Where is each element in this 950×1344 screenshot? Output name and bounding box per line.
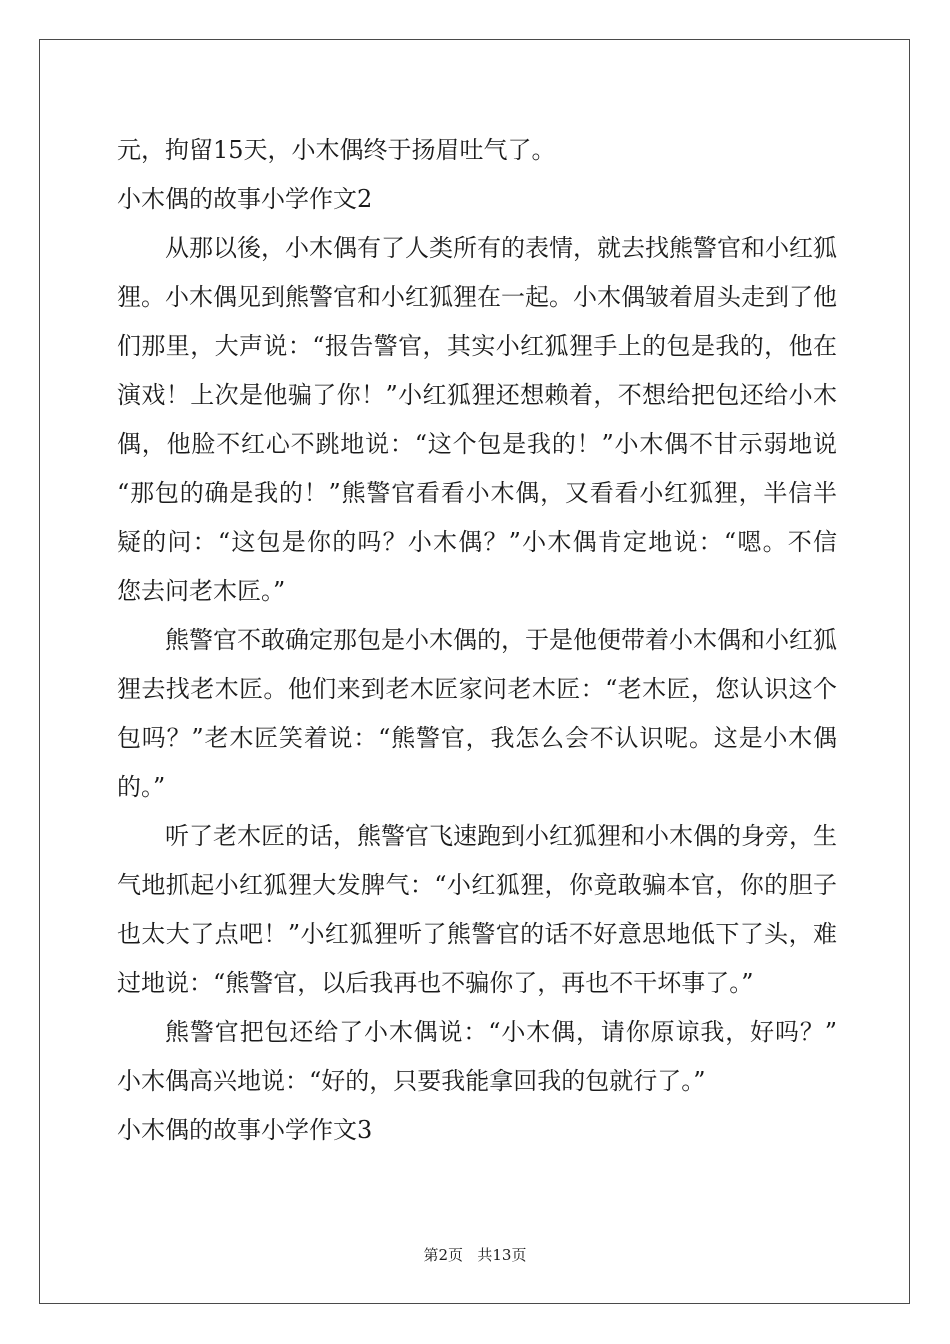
page-number: 第2页	[423, 1246, 464, 1264]
paragraph-line: 从那以後，小木偶有了人类所有的表情，就去找熊警官和小红狐	[165, 234, 837, 262]
text-line: 元，拘留15天，小木偶终于扬眉吐气了。	[117, 136, 556, 164]
text-line: 疑的问：“这包是你的吗？小木偶？”小木偶肯定地说：“嗯。不信	[117, 528, 837, 556]
section-heading: 小木偶的故事小学作文2	[117, 185, 373, 213]
text-line: 小木偶高兴地说：“好的，只要我能拿回我的包就行了。”	[117, 1067, 706, 1095]
footer-spacer	[463, 1246, 477, 1264]
text-line: 狸去找老木匠。他们来到老木匠家问老木匠：“老木匠，您认识这个	[117, 675, 837, 703]
text-line: 们那里，大声说：“报告警官，其实小红狐狸手上的包是我的，他在	[117, 332, 837, 360]
text-line: 您去问老木匠。”	[117, 577, 286, 605]
text-line: 也太大了点吧！”小红狐狸听了熊警官的话不好意思地低下了头，难	[117, 920, 837, 948]
paragraph-line: 熊警官不敢确定那包是小木偶的，于是他便带着小木偶和小红狐	[165, 626, 837, 654]
page-footer	[0, 1244, 950, 1265]
text-line: 包吗？”老木匠笑着说：“熊警官，我怎么会不认识呢。这是小木偶	[117, 724, 837, 752]
text-line: 演戏！上次是他骗了你！”小红狐狸还想赖着，不想给把包还给小木	[117, 381, 837, 409]
text-line: 过地说：“熊警官，以后我再也不骗你了，再也不干坏事了。”	[117, 969, 754, 997]
text-line: 狸。小木偶见到熊警官和小红狐狸在一起。小木偶皱着眉头走到了他	[117, 283, 837, 311]
paragraph-line: 听了老木匠的话，熊警官飞速跑到小红狐狸和小木偶的身旁，生	[165, 822, 837, 850]
text-line: “那包的确是我的！”熊警官看看小木偶，又看看小红狐狸，半信半	[117, 479, 837, 507]
paragraph-line: 熊警官把包还给了小木偶说：“小木偶，请你原谅我，好吗？”	[165, 1018, 837, 1046]
document-body	[117, 126, 837, 1155]
page-total: 共13页	[477, 1246, 527, 1264]
text-line: 的。”	[117, 773, 166, 801]
text-line: 偶，他脸不红心不跳地说：“这个包是我的！”小木偶不甘示弱地说	[117, 430, 837, 458]
text-line: 气地抓起小红狐狸大发脾气：“小红狐狸，你竟敢骗本官，你的胆子	[117, 871, 837, 899]
section-heading: 小木偶的故事小学作文3	[117, 1116, 373, 1144]
